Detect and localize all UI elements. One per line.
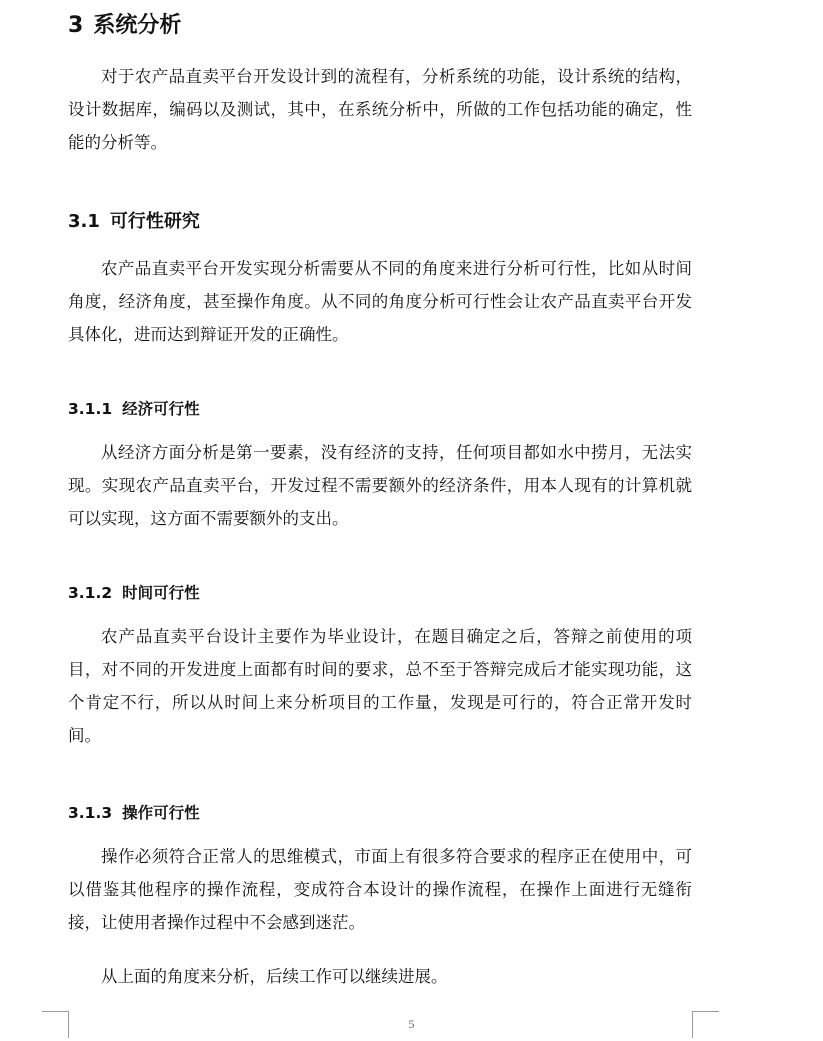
section-3-1-3-title: 操作可行性 xyxy=(122,804,200,822)
section-3-1-paragraph: 农产品直卖平台开发实现分析需要从不同的角度来进行分析可行性，比如从时间角度，经济角度，甚至操作角度。从不同的角度分析可行性会让农产品直卖平台开发具体化，进而达到辩证开发的正确性。 xyxy=(68,259,692,344)
section-3-1-number: 3.1 xyxy=(68,211,100,232)
section-3-1-2-paragraph: 农产品直卖平台设计主要作为毕业设计，在题目确定之后，答辩之前使用的项目，对不同的开发进度上面都有时间的要求，总不至于答辩完成后才能实现功能，这个肯定不行，所以从时间上来分析项目的工作量，发现是可行的，符合正常开发时间。 xyxy=(68,627,692,745)
section-3-1-heading xyxy=(68,209,200,235)
intro-paragraph: 对于农产品直卖平台开发设计到的流程有，分析系统的功能，设计系统的结构，设计数据库，编码以及测试，其中，在系统分析中，所做的工作包括功能的确定，性能的分析等。 xyxy=(68,67,692,152)
section-3-1-3-number: 3.1.3 xyxy=(68,804,113,822)
section-3-1-3-paragraph: 操作必须符合正常人的思维模式，市面上有很多符合要求的程序正在使用中，可以借鉴其他程序的操作流程，变成符合本设计的操作流程，在操作上面进行无缝衔接，让使用者操作过程中不会感到迷茫。 xyxy=(68,847,692,932)
conclusion-paragraph: 从上面的角度来分析，后续工作可以继续进展。 xyxy=(101,967,448,986)
chapter-number: 3 xyxy=(68,13,84,38)
section-3-1-1-title: 经济可行性 xyxy=(122,400,200,418)
section-3-1-3-heading xyxy=(68,801,200,825)
section-3-1-1-heading xyxy=(68,397,200,421)
section-3-1-2-title: 时间可行性 xyxy=(122,584,200,602)
chapter-heading xyxy=(68,10,181,42)
page-number: 5 xyxy=(408,1017,415,1031)
chapter-title: 系统分析 xyxy=(93,13,182,38)
section-3-1-title: 可行性研究 xyxy=(109,211,200,232)
section-3-1-2-number: 3.1.2 xyxy=(68,584,113,602)
section-3-1-1-paragraph: 从经济方面分析是第一要素，没有经济的支持，任何项目都如水中捞月，无法实现。实现农产品直卖平台，开发过程不需要额外的经济条件，用本人现有的计算机就可以实现，这方面不需要额外的支出。 xyxy=(68,443,692,528)
section-3-1-2-heading xyxy=(68,581,200,605)
section-3-1-1-number: 3.1.1 xyxy=(68,400,113,418)
